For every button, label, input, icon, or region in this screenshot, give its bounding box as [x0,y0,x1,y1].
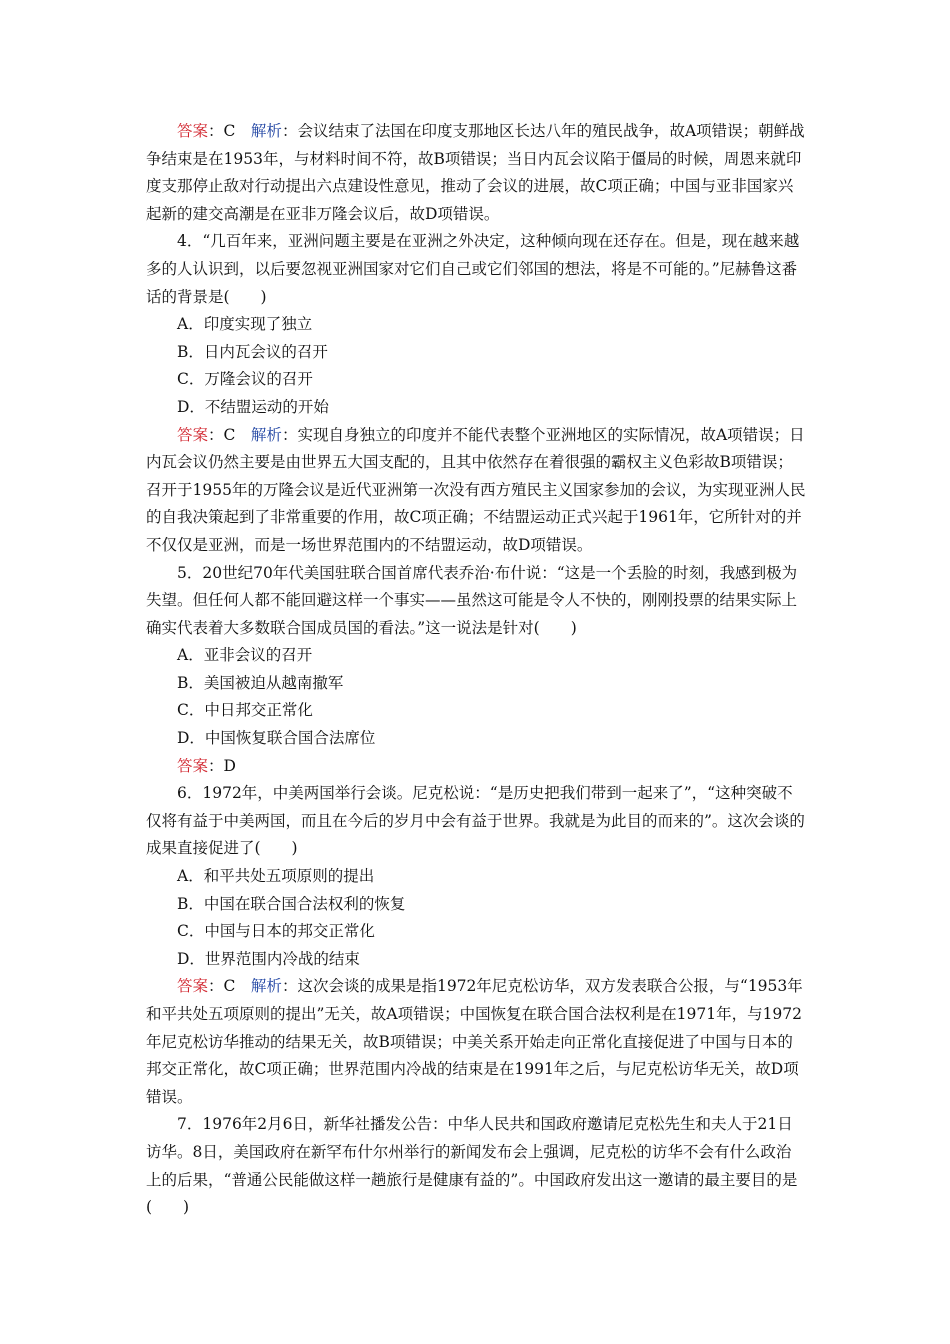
analysis-label: 解析 [250,425,282,444]
answer-label: 答案 [177,977,209,996]
answer-block-6: 答案：C 解析：这次会谈的成果是指1972年尼克松访华，双方发表联合公报，与“1953年和平共处五项原则的提出”无关，故A项错误；中国恢复在联合国合法权利是在1971年，与1972年尼克松访华推动的结果无关，故B项错误；中美关系开始走向正常化直接促进了中国与日本的邦交正常化，故C项正确；世界范围内冷战的结束是在1991年之后，与尼克松访华无关，故D项错误。 [146,977,803,1106]
analysis-label: 解析 [250,122,282,140]
option-d: D．不结盟运动的开始 [177,397,329,416]
option-b: B．美国被迫从越南撤军 [177,673,344,692]
question-5-stem: 5．20世纪70年代美国驻联合国首席代表乔治·布什说：“这是一个丢脸的时刻，我感到极为失望。但任何人都不能回避这样一个事实——虽然这可能是令人不快的，刚刚投票的结果实际上确实代表着大多数联合国成员国的看法。”这一说法是针对( ) [146,563,798,637]
answer-label: 答案 [177,425,209,444]
option-d: D．中国恢复联合国合法席位 [177,729,376,748]
option-d: D．世界范围内冷战的结束 [177,949,360,968]
option-c: C．中国与日本的邦交正常化 [177,922,375,941]
analysis-text: 实现自身独立的印度并不能代表整个亚洲地区的实际情况，故A项错误；日内瓦会议仍然主要是由世界五大国支配的，且其中依然存在着很强的霸权主义色彩故B项错误；召开于1955年的万隆会议是近代亚洲第一次没有西方殖民主义国家参加的会议，为实现亚洲人民的自我决策起到了非常重要的作用，故C项正确；不结盟运动正式兴起于1961年，它所针对的并不仅仅是亚洲，而是一场世界范围内的不结盟运动，故D项错误。 [146,425,806,554]
answer-value: C [223,122,236,140]
answer-label: 答案 [177,756,209,775]
option-c: C．万隆会议的召开 [177,370,313,389]
option-a: A．印度实现了独立 [177,315,313,334]
analysis-text: 会议结束了法国在印度支那地区长达八年的殖民战争，故A项错误；朝鲜战争结束是在1953年，与材料时间不符，故B项错误；当日内瓦会议陷于僵局的时候，周恩来就印度支那停止敌对行动提出六点建设性意见，推动了会议的进展，故C项正确；中国与亚非国家兴起新的建交高潮是在亚非万隆会议后，故D项错误。 [146,122,805,223]
analysis-text: 这次会谈的成果是指1972年尼克松访华，双方发表联合公报，与“1953年和平共处五项原则的提出”无关，故A项错误；中国恢复在联合国合法权利是在1971年，与1972年尼克松访华推动的结果无关，故B项错误；中美关系开始走向正常化直接促进了中国与日本的邦交正常化，故C项正确；世界范围内冷战的结束是在1991年之后，与尼克松访华无关，故D项错误。 [146,977,803,1106]
question-4-options [146,311,806,421]
answer-block-4: 答案：C 解析：实现自身独立的印度并不能代表整个亚洲地区的实际情况，故A项错误；日内瓦会议仍然主要是由世界五大国支配的，且其中依然存在着很强的霸权主义色彩故B项错误；召开于1955年的万隆会议是近代亚洲第一次没有西方殖民主义国家参加的会议，为实现亚洲人民的自我决策起到了非常重要的作用，故C项正确；不结盟运动正式兴起于1961年，它所针对的并不仅仅是亚洲，而是一场世界范围内的不结盟运动，故D项错误。 [146,425,806,554]
answer-value: D [223,756,236,775]
document-page [146,118,806,1222]
question-4-stem: 4．“几百年来，亚洲问题主要是在亚洲之外决定，这种倾向现在还存在。但是，现在越来越多的人认识到，以后要忽视亚洲国家对它们自己或它们邻国的想法，将是不可能的。”尼赫鲁这番话的背景是( ) [146,232,800,306]
answer-block-3: 答案：C 解析：会议结束了法国在印度支那地区长达八年的殖民战争，故A项错误；朝鲜战争结束是在1953年，与材料时间不符，故B项错误；当日内瓦会议陷于僵局的时候，周恩来就印度支那停止敌对行动提出六点建设性意见，推动了会议的进展，故C项正确；中国与亚非国家兴起新的建交高潮是在亚非万隆会议后，故D项错误。 [146,122,805,223]
option-b: B．日内瓦会议的召开 [177,342,328,361]
option-a: A．亚非会议的召开 [177,646,313,665]
answer-value: C [223,977,236,996]
option-b: B．中国在联合国合法权利的恢复 [177,894,406,913]
analysis-label: 解析 [250,977,282,996]
question-6-stem: 6．1972年，中美两国举行会谈。尼克松说：“是历史把我们带到一起来了”，“这种突破不仅将有益于中美两国，而且在今后的岁月中会有益于世界。我就是为此目的而来的”。这次会谈的成果直接促进了( ) [146,784,805,858]
answer-value: C [223,425,236,444]
question-7-stem: 7．1976年2月6日，新华社播发公告：中华人民共和国政府邀请尼克松先生和夫人于21日访华。8日，美国政府在新罕布什尔州举行的新闻发布会上强调，尼克松的访华不会有什么政治上的后果，“普通公民能做这样一趟旅行是健康有益的”。中国政府发出这一邀请的最主要目的是( ) [146,1115,798,1217]
answer-label: 答案 [177,122,209,140]
option-c: C．中日邦交正常化 [177,701,313,720]
option-a: A．和平共处五项原则的提出 [177,867,375,886]
answer-block-5: 答案：D [177,756,236,775]
